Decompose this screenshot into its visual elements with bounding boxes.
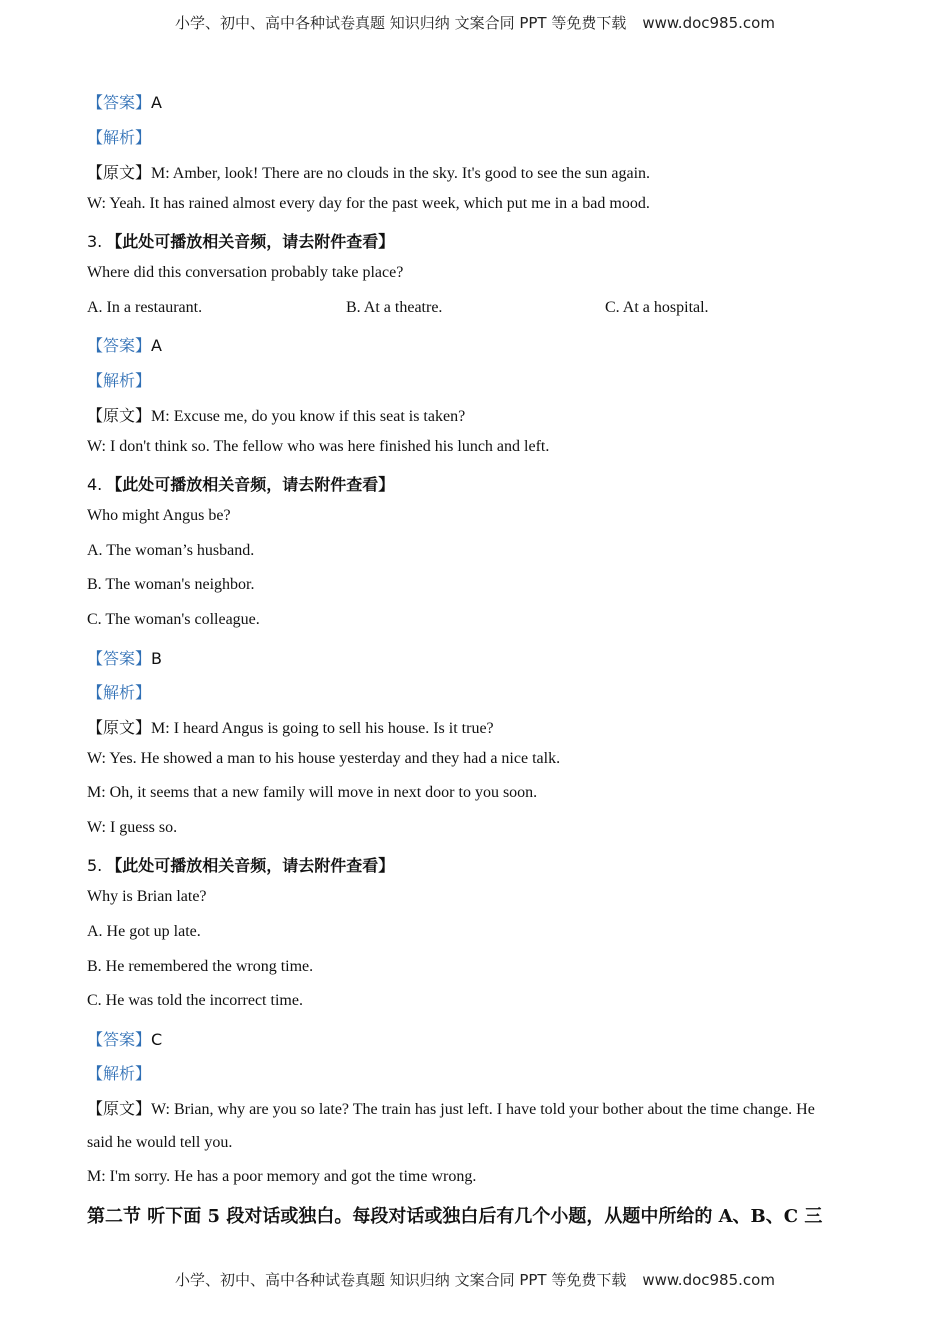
q3-option-c: C. At a hospital. xyxy=(605,299,709,316)
q3-answer: 【答案】A xyxy=(87,336,162,355)
q4-option-a: A. The woman’s husband. xyxy=(87,542,255,559)
q5-analysis: 【解析】 xyxy=(87,1064,152,1083)
footer-text: 小学、初中、高中各种试卷真题 知识归纳 文案合同 PPT 等免费下载 xyxy=(175,1271,627,1289)
q2-answer: 【答案】A xyxy=(87,93,162,112)
q4-option-b: B. The woman's neighbor. xyxy=(87,576,255,593)
q4-analysis: 【解析】 xyxy=(87,683,152,702)
q4-answer: 【答案】B xyxy=(87,649,162,668)
q4-dialogue-line-4: W: I guess so. xyxy=(87,819,178,836)
page-header xyxy=(0,12,950,33)
q3-option-b: B. At a theatre. xyxy=(346,299,443,316)
page-footer xyxy=(0,1269,950,1290)
q3-analysis: 【解析】 xyxy=(87,371,152,390)
q5-dialogue-line-3: M: I'm sorry. He has a poor memory and got the time wrong. xyxy=(87,1168,477,1185)
q5-original: 【原文】W: Brian, why are you so late? The train has just left. I have told your bother about the time change. He xyxy=(87,1099,815,1118)
q5-question: Why is Brian late? xyxy=(87,888,207,905)
q4-dialogue-line-2: W: Yes. He showed a man to his house yesterday and they had a nice talk. xyxy=(87,750,561,767)
q3-option-a: A. In a restaurant. xyxy=(87,299,203,316)
footer-url[interactable]: www.doc985.com xyxy=(642,1271,775,1289)
q5-option-a: A. He got up late. xyxy=(87,923,201,940)
q5-option-c: C. He was told the incorrect time. xyxy=(87,992,303,1009)
q3-original: 【原文】M: Excuse me, do you know if this seat is taken? xyxy=(87,406,466,425)
q5-answer: 【答案】C xyxy=(87,1030,163,1049)
q4-original: 【原文】M: I heard Angus is going to sell his house. Is it true? xyxy=(87,718,494,737)
q2-original: 【原文】M: Amber, look! There are no clouds in the sky. It's good to see the sun again. xyxy=(87,163,651,182)
q3-dialogue-line: W: I don't think so. The fellow who was here finished his lunch and left. xyxy=(87,438,550,455)
q3-question: Where did this conversation probably take place? xyxy=(87,264,404,281)
q3-heading: 3. 【此处可播放相关音频，请去附件查看】 xyxy=(87,232,395,251)
q5-option-b: B. He remembered the wrong time. xyxy=(87,958,314,975)
q2-analysis: 【解析】 xyxy=(87,128,152,147)
q2-dialogue-line: W: Yeah. It has rained almost every day for the past week, which put me in a bad mood. xyxy=(87,195,650,212)
q5-dialogue-line-2: said he would tell you. xyxy=(87,1134,233,1151)
header-text: 小学、初中、高中各种试卷真题 知识归纳 文案合同 PPT 等免费下载 xyxy=(175,14,627,32)
section-2-heading: 第二节 听下面 5 段对话或独白。每段对话或独白后有几个小题，从题中所给的 A、B、C 三 xyxy=(87,1206,823,1227)
q4-dialogue-line-3: M: Oh, it seems that a new family will move in next door to you soon. xyxy=(87,784,538,801)
q5-heading: 5. 【此处可播放相关音频，请去附件查看】 xyxy=(87,856,395,875)
q4-option-c: C. The woman's colleague. xyxy=(87,611,260,628)
header-url[interactable]: www.doc985.com xyxy=(642,14,775,32)
q4-question: Who might Angus be? xyxy=(87,507,231,524)
q4-heading: 4. 【此处可播放相关音频，请去附件查看】 xyxy=(87,475,395,494)
